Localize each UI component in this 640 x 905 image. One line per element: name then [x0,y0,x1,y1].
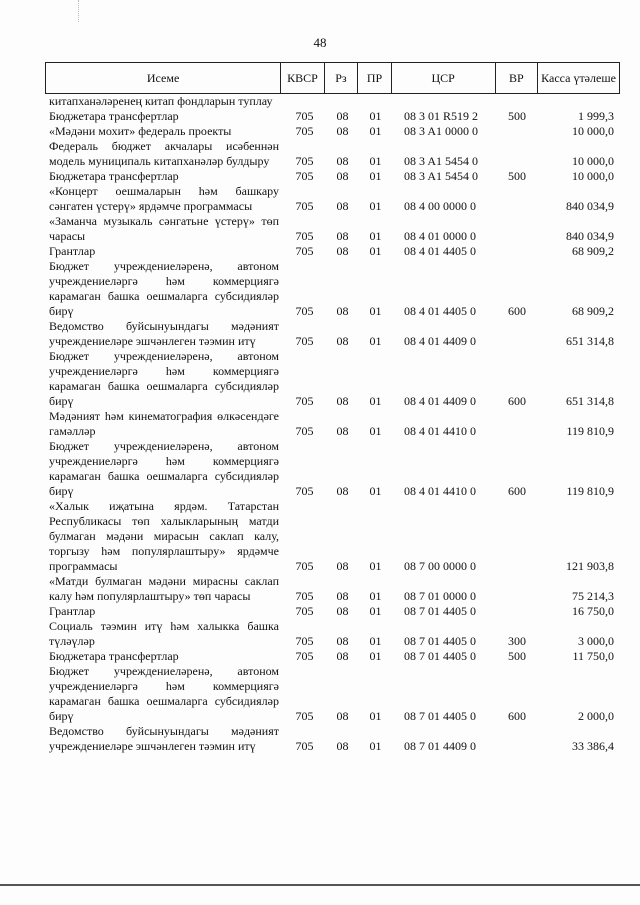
table-row [45,139,620,169]
scan-bottom-line [0,884,640,886]
cell-vr: 500 [508,649,526,663]
cell-kvsr: 705 [295,559,314,573]
cell-pr: 01 [369,124,382,138]
cell-pr: 01 [369,334,382,348]
cell-kassa: 651 314,8 [566,394,614,408]
cell-csr: 08 7 01 4409 0 [404,739,476,753]
cell-kvsr: 705 [295,709,314,723]
cell-vr [496,499,538,574]
cell-rz: 08 [336,634,349,648]
cell-pr: 01 [369,199,382,213]
cell-rz: 08 [336,229,349,243]
header-pr: ПР [358,63,392,93]
table-header [45,62,620,94]
cell-rz: 08 [336,124,349,138]
cell-vr [496,94,538,109]
cell-name: Бюджет учреждениеләренә, автоном учреждениеләргә һәм коммерциягә карамаган башка оешмаларга субсидияләр бирү [49,439,279,498]
cell-vr: 500 [508,109,526,123]
table-row [45,604,620,619]
cell-vr [496,139,538,169]
cell-kvsr: 705 [295,334,314,348]
cell-rz: 08 [336,304,349,318]
page-number: 48 [313,35,327,50]
cell-pr: 01 [369,589,382,603]
cell-rz: 08 [336,334,349,348]
scan-edge-mark [78,0,80,22]
cell-kvsr: 705 [295,304,314,318]
cell-rz: 08 [336,484,349,498]
cell-name: «Мәдәни мохит» федераль проекты [49,124,232,138]
cell-kassa: 11 750,0 [572,649,614,663]
table-row [45,94,620,109]
cell-name: «Концерт оешмаларын һәм башкару сәнгатен үстерү» ярдәмче программасы [49,184,279,213]
cell-kvsr: 705 [295,169,314,183]
cell-vr [496,184,538,214]
cell-csr: 08 7 01 4405 0 [404,709,476,723]
cell-rz: 08 [336,559,349,573]
cell-kvsr: 705 [295,484,314,498]
cell-rz: 08 [336,589,349,603]
cell-csr: 08 4 01 4409 0 [404,334,476,348]
cell-kvsr: 705 [295,244,314,258]
cell-pr: 01 [369,109,382,123]
cell-kassa: 119 810,9 [566,424,614,438]
cell-rz: 08 [336,154,349,168]
cell-name: «Заманча музыкаль сәнгатьне үстерү» төп чарасы [49,214,279,243]
cell-rz: 08 [336,739,349,753]
table-row [45,499,620,574]
table-row [45,664,620,724]
cell-name: Бюджет учреждениеләренә, автоном учреждениеләргә һәм коммерциягә карамаган башка оешмаларга субсидияләр бирү [49,664,279,723]
cell-kassa: 16 750,0 [572,604,614,618]
cell-csr: 08 7 01 4405 0 [404,634,476,648]
cell-pr: 01 [369,394,382,408]
cell-kassa: 3 000,0 [578,634,614,648]
cell-vr: 600 [508,394,526,408]
cell-kassa: 651 314,8 [566,334,614,348]
cell-pr: 01 [369,304,382,318]
cell-kassa: 10 000,0 [572,124,614,138]
table-row [45,109,620,124]
cell-kvsr: 705 [295,649,314,663]
cell-vr [496,319,538,349]
table-body [45,94,620,754]
cell-kassa: 10 000,0 [572,169,614,183]
cell-kassa: 840 034,9 [566,229,614,243]
cell-rz: 08 [336,244,349,258]
cell-pr: 01 [369,424,382,438]
table-row [45,349,620,409]
cell-csr: 08 4 01 4409 0 [404,394,476,408]
cell-kassa: 2 000,0 [578,709,614,723]
table-row [45,439,620,499]
cell-rz: 08 [336,649,349,663]
table-row [45,319,620,349]
table-row [45,169,620,184]
cell-vr [496,574,538,604]
cell-kvsr: 705 [295,634,314,648]
cell-rz: 08 [336,604,349,618]
cell-vr: 600 [508,304,526,318]
cell-rz: 08 [336,394,349,408]
cell-vr [496,724,538,754]
cell-pr: 01 [369,709,382,723]
cell-pr: 01 [369,604,382,618]
cell-pr: 01 [369,649,382,663]
table-row [45,649,620,664]
cell-csr: 08 4 01 4410 0 [404,424,476,438]
table-row [45,244,620,259]
cell-pr: 01 [369,559,382,573]
cell-pr: 01 [369,169,382,183]
cell-vr [496,409,538,439]
cell-csr: 08 4 01 4405 0 [404,244,476,258]
header-csr: ЦСР [392,63,496,93]
cell-csr: 08 7 01 0000 0 [404,589,476,603]
cell-name: китапханәләренең китап фондларын туплау [49,94,273,108]
cell-csr: 08 3 A1 0000 0 [404,124,479,138]
table-row [45,214,620,244]
cell-kvsr: 705 [295,589,314,603]
cell-csr: 08 3 01 R519 2 [404,109,479,123]
cell-csr: 08 7 00 0000 0 [404,559,476,573]
cell-rz: 08 [336,109,349,123]
cell-name: Грантлар [49,604,96,618]
cell-kassa [538,94,620,109]
cell-rz: 08 [336,709,349,723]
cell-csr: 08 3 A1 5454 0 [404,169,479,183]
header-vr: ВР [496,63,538,93]
cell-kassa: 119 810,9 [566,484,614,498]
table-row [45,184,620,214]
cell-name: Ведомство буйсынуындагы мәдәният учреждениеләре эшчәнлеген тәэмин итү [49,724,279,753]
cell-name: Бюджетара трансфертлар [49,169,179,183]
cell-vr [496,214,538,244]
cell-kvsr: 705 [295,229,314,243]
cell-rz: 08 [336,424,349,438]
cell-kassa: 840 034,9 [566,199,614,213]
cell-kassa: 75 214,3 [572,589,614,603]
cell-pr [359,94,392,109]
cell-kvsr: 705 [295,199,314,213]
cell-name: Бюджет учреждениеләренә, автоном учреждениеләргә һәм коммерциягә карамаган башка оешмаларга субсидияләр бирү [49,349,279,408]
cell-name: Грантлар [49,244,96,258]
cell-csr: 08 4 01 4405 0 [404,304,476,318]
header-name: Исеме [46,63,281,93]
cell-pr: 01 [369,739,382,753]
cell-rz [326,94,359,109]
cell-kassa: 33 386,4 [572,739,614,753]
cell-kvsr: 705 [295,124,314,138]
cell-csr: 08 7 01 4405 0 [404,649,476,663]
cell-kassa: 68 909,2 [572,304,614,318]
cell-vr [496,244,538,259]
cell-pr: 01 [369,244,382,258]
cell-pr: 01 [369,229,382,243]
cell-vr [496,124,538,139]
cell-rz: 08 [336,169,349,183]
table-row [45,724,620,754]
table-row [45,574,620,604]
cell-vr: 600 [508,484,526,498]
cell-pr: 01 [369,484,382,498]
cell-csr: 08 4 01 4410 0 [404,484,476,498]
cell-kassa: 1 999,3 [578,109,614,123]
table-row [45,259,620,319]
cell-vr: 600 [508,709,526,723]
cell-csr [392,94,496,109]
cell-kassa: 68 909,2 [572,244,614,258]
cell-kassa: 10 000,0 [572,154,614,168]
cell-vr: 300 [508,634,526,648]
header-kvsr: КВСР [281,63,324,93]
cell-name: Бюджетара трансфертлар [49,649,179,663]
cell-csr: 08 3 A1 5454 0 [404,154,479,168]
cell-name: Социаль тәэмин итү һәм халыкка башка түләүләр [49,619,279,648]
header-rz: Рз [325,63,359,93]
cell-name: «Халык иҗатына ярдәм. Татарстан Республикасы төп халыкларының матди булмаган мәдәни мирасын саклап калу, торгызу һәм популярлаштыру» ярдәмче программасы [49,499,279,573]
cell-kvsr: 705 [295,394,314,408]
table-row [45,619,620,649]
table-row [45,124,620,139]
cell-kvsr: 705 [295,739,314,753]
cell-kvsr: 705 [295,604,314,618]
cell-name: Бюджет учреждениеләренә, автоном учреждениеләргә һәм коммерциягә карамаган башка оешмаларга субсидияләр бирү [49,259,279,318]
cell-csr: 08 4 01 0000 0 [404,229,476,243]
cell-name: Мәдәният һәм кинематография өлкәсендәге гамәлләр [49,409,279,438]
cell-kvsr: 705 [295,154,314,168]
cell-kassa: 121 903,8 [566,559,614,573]
cell-kvsr [283,94,326,109]
cell-name: «Матди булмаган мәдәни мирасны саклап калу һәм популярлаштыру» төп чарасы [49,574,279,603]
cell-rz: 08 [336,199,349,213]
cell-csr: 08 4 00 0000 0 [404,199,476,213]
header-kassa: Касса үтәлеше [538,63,620,93]
cell-pr: 01 [369,154,382,168]
cell-vr [496,604,538,619]
cell-name: Ведомство буйсынуындагы мәдәният учреждениеләре эшчәнлеген тәэмин итү [49,319,279,348]
cell-kvsr: 705 [295,424,314,438]
budget-table [45,62,620,754]
table-row [45,409,620,439]
cell-csr: 08 7 01 4405 0 [404,604,476,618]
cell-pr: 01 [369,634,382,648]
cell-vr: 500 [508,169,526,183]
cell-name: Федераль бюджет акчалары исәбеннән модель муниципаль китапханәләр булдыру [49,139,279,168]
cell-kvsr: 705 [295,109,314,123]
cell-name: Бюджетара трансфертлар [49,109,179,123]
